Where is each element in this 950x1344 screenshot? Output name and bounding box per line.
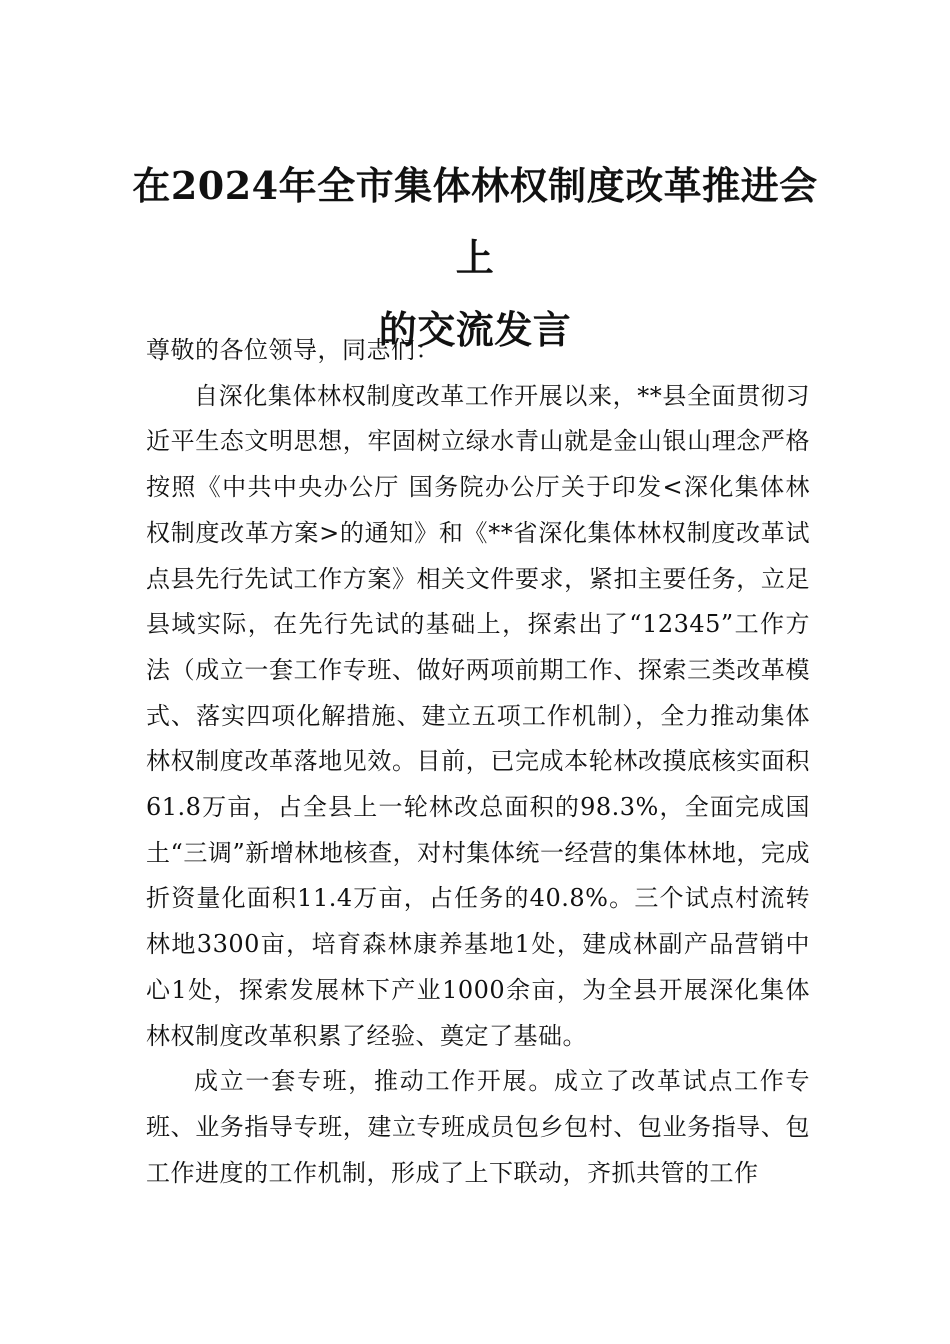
document-body <box>146 328 810 1196</box>
paragraph-1: 自深化集体林权制度改革工作开展以来，**县全面贯彻习近平生态文明思想，牢固树立绿水青山就是金山银山理念严格按照《中共中央办公厅 国务院办公厅关于印发<深化集体林权制度改革方案>的通知》和《**省深化集体林权制度改革试点县先行先试工作方案》相关文件要求，紧扣主要任务，立足县域实际，在先行先试的基础上，探索出了“12345”工作方法（成立一套工作专班、做好两项前期工作、探索三类改革模式、落实四项化解措施、建立五项工作机制），全力推动集体林权制度改革落地见效。目前，已完成本轮林改摸底核实面积61.8万亩，占全县上一轮林改总面积的98.3%，全面完成国土“三调”新增林地核查，对村集体统一经营的集体林地，完成折资量化面积11.4万亩，占任务的40.8%。三个试点村流转林地3300亩，培育森林康养基地1处，建成林副产品营销中心1处，探索发展林下产业1000余亩，为全县开展深化集体林权制度改革积累了经验、奠定了基础。 <box>146 381 810 1050</box>
paragraph-2: 成立一套专班，推动工作开展。成立了改革试点工作专班、业务指导专班，建立专班成员包乡包村、包业务指导、包工作进度的工作机制，形成了上下联动，齐抓共管的工作 <box>146 1067 810 1187</box>
salutation: 尊敬的各位领导，同志们： <box>146 336 440 364</box>
title-line-1: 在2024年全市集体林权制度改革推进会上 <box>132 163 818 280</box>
title-line-2: 的交流发言 <box>378 307 572 352</box>
